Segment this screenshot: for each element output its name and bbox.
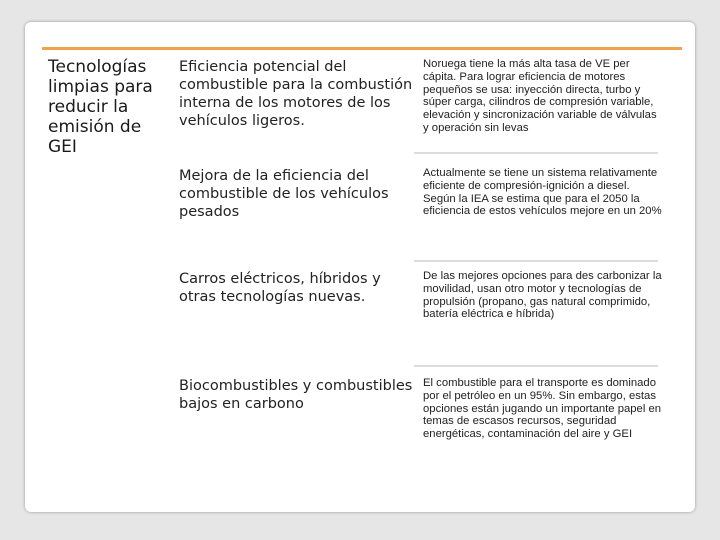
technology-cell: Carros eléctricos, híbridos y otras tecnologías nuevas. <box>179 271 381 305</box>
technology-cell: Mejora de la eficiencia del combustible de los vehículos pesados <box>179 168 389 220</box>
description-cell: Noruega tiene la más alta tasa de VE per cápita. Para lograr eficiencia de motores pequeños se usa: inyección directa, turbo y súper carga, cilindros de compresión variable, elevación y sincronización variable de válvulas y operación sin levas <box>423 58 657 134</box>
row-divider <box>414 260 658 262</box>
slide <box>25 22 695 512</box>
description-cell: El combustible para el transporte es dominado por el petróleo en un 95%. Sin embargo, estas opciones están jugando un importante papel en temas de escasos recursos, seguridad energéticas, contaminación del aire y GEI <box>423 377 662 441</box>
row-divider <box>414 365 658 367</box>
slide-title: Tecnologías limpias para reducir la emisión de GEI <box>48 57 153 157</box>
row-divider <box>414 152 658 154</box>
description-cell: De las mejores opciones para des carbonizar la movilidad, usan otro motor y tecnologías de propulsión (propano, gas natural comprimido, batería eléctrica e híbrida) <box>423 270 662 321</box>
accent-rule <box>42 47 682 50</box>
description-cell: Actualmente se tiene un sistema relativamente eficiente de compresión-ignición a diesel. Según la IEA se estima que para el 2050 la eficiencia de estos vehículos mejore en un 20% <box>423 167 662 218</box>
technology-cell: Eficiencia potencial del combustible para la combustión interna de los motores de los vehículos ligeros. <box>179 59 413 129</box>
technology-cell: Biocombustibles y combustibles bajos en carbono <box>179 378 413 412</box>
